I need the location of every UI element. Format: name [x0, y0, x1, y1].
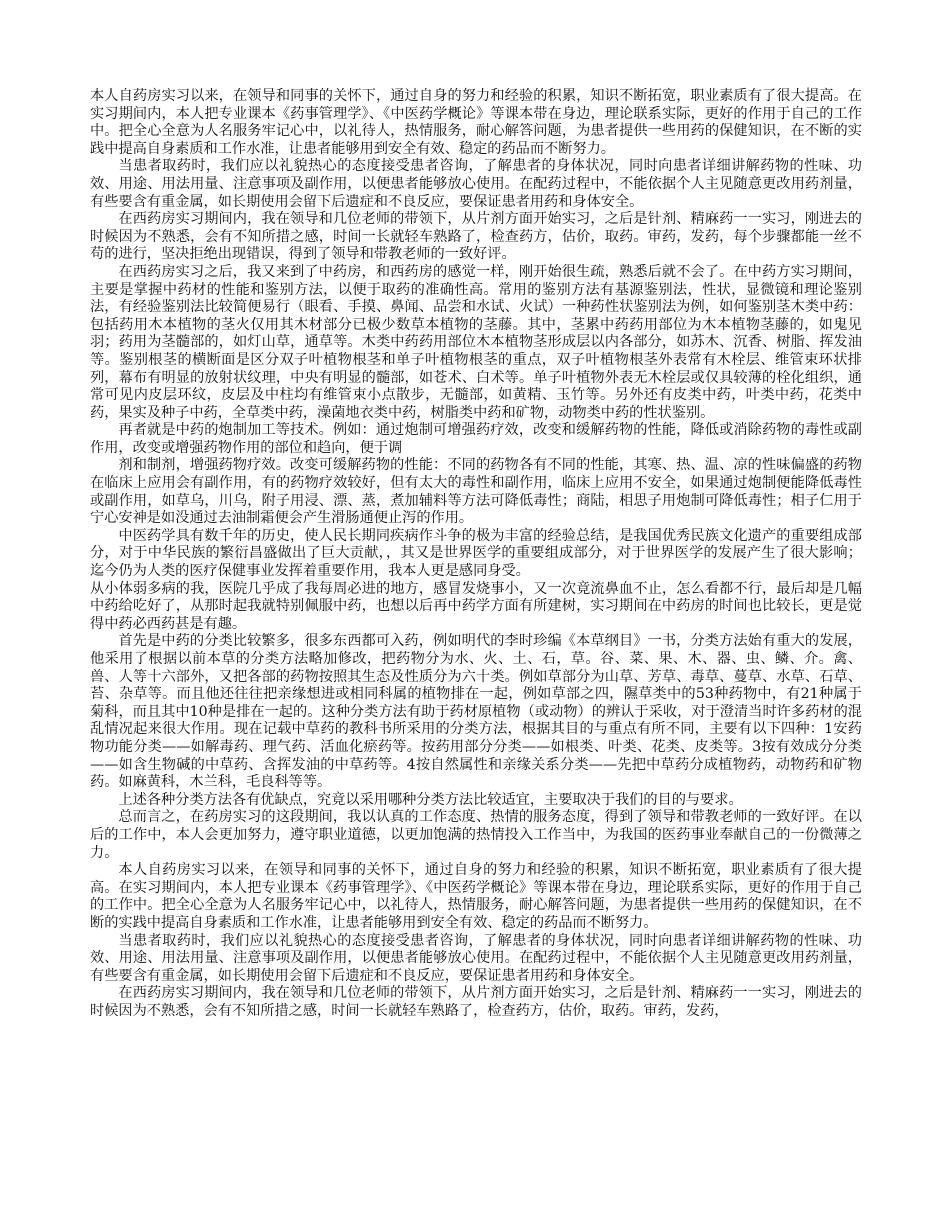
paragraph-personal-experience: 从小体弱多病的我，医院几乎成了我每周必进的地方，感冒发烧事小，又一次竟流鼻血不止，怎么看都不行，最后却是几幅中药给吃好了，从那时起我就特别佩服中药，也想以后再中药学方面有所建树，实习期间在中药房的时间也比较长，更是觉得中药必西药甚是有趣。: [90, 580, 862, 632]
paragraph-classification-summary: 上述各种分类方法各有优缺点，究竟以采用哪种分类方法比较适宜，主要取决于我们的目的与要求。: [118, 791, 743, 808]
paragraph-western-pharmacy: 在西药房实习期间内，我在领导和几位老师的带领下，从片剂方面开始实习，之后是针剂、精麻药一一实习，刚进去的时候因为不熟悉，会有不知所措之感，时间一长就轻车熟路了，检查药方，估价，取药。审药，发药，每个步骤都能一丝不苟的进行，坚决拒绝出现错误，得到了领导和带教老师的一致好评。: [90, 211, 862, 263]
paragraph-processing-techniques: 再者就是中药的炮制加工等技术。例如：通过炮制可增强药疗效，改变和缓解药物的性能，降低或消除药物的毒性或副作用，改变或增强药物作用的部位和趋向，便于调: [90, 422, 862, 456]
paragraph-conclusion: 总而言之，在药房实习的这段期间，我以认真的工作态度、热情的服务态度，得到了领导和带教老师的一致好评。在以后的工作中，本人会更加努力，遵守职业道德，以更加饱满的热情投入工作当中，为我国的医药事业奉献自己的一份微薄之力。: [90, 809, 862, 861]
paragraph-tcm-history: 中医药学具有数千年的历史，使人民长期同疾病作斗争的极为丰富的经验总结，是我国优秀民族文化遗产的重要组成部分，对于中华民族的繁衍昌盛做出了巨大贡献，，其又是世界医学的重要组成部分，对于世界医学的发展产生了很大影响；迄今仍为人类的医疗保健事业发挥着重要作用，我本人更是感同身受。: [90, 527, 862, 580]
paragraph-classification: 首先是中药的分类比较繁多，很多东西都可入药，例如明代的李时珍编《本草纲目》一书，分类方法始有重大的发展，他采用了根据以前本草的分类方法略加修改，把药物分为水、火、土、石，草。谷、菜、果、木、器、虫、鳞、介。禽、兽、人等十六部外，又把各部的药物按照其生态及性质分为六十类。例如草部分为山草、芳草、毒草、蔓草、水草、石草、苔、杂草等。而且他还往往把亲缘想进或相同科属的植物排在一起，例如草部之四，隰草类中的53种药物中，有21种属于菊科，而且其中10种是排在一起的。这种分类方法有助于药材原植物（或动物）的辨认于采收，对于澄清当时许多药材的混乱情况起来很大作用。现在记载中草药的教科书所采用的分类方法，根据其目的与重点有所不同，主要有以下四种：1安药物功能分类——如解毒药、理气药、活血化瘀药等。按药用部分分类——如根类、叶类、花类、皮类等。3按有效成分分类——如含生物碱的中草药、含挥发油的中草药等。4按自然属性和亲缘关系分类——先把中草药分成植物药，动物药和矿物药。如麻黄科，木兰科，毛良科等等。: [90, 633, 862, 791]
paragraph-processing-continued: 剂和制剂，增强药物疗效。改变可缓解药物的性能：不同的药物各有不同的性能，其寒、热、温、凉的性味偏盛的药物在临床上应用会有副作用，有的药物疗效较好，但有太大的毒性和副作用，临床上应用不安全，如果通过炮制便能降低毒性或副作用，如草乌，川乌，附子用浸、漂、蒸，煮加辅料等方法可降低毒性；商陆，相思子用炮制可降低毒性；相子仁用于宁心安神是如没通过去油制霜便会产生滑肠通便止泻的作用。: [90, 457, 862, 527]
paragraph-intro: 本人自药房实习以来，在领导和同事的关怀下，通过自身的努力和经验的积累，知识不断拓宽，职业素质有了很大提高。在实习期间内，本人把专业课本《药事管理学》、《中医药学概论》等课本带在身边，理论联系实际，更好的作用于自己的工作中。把全心全意为人名服务牢记心中，以礼待人，热情服务，耐心解答问题，为患者提供一些用药的保健知识，在不断的实践中提高自身素质和工作水准，让患者能够用到安全有效、稳定的药品而不断努力。: [90, 88, 862, 157]
paragraph-intro-repeat: 本人自药房实习以来，在领导和同事的关怀下，通过自身的努力和经验的积累，知识不断拓宽，职业素质有了很大提高。在实习期间内，本人把专业课本《药事管理学》、《中医药学概论》等课本带在身边，理论联系实际，更好的作用于自己的工作中。把全心全意为人名服务牢记心中，以礼待人，热情服务，耐心解答问题，为患者提供一些用药的保健知识，在不断的实践中提高自身素质和工作水准，让患者能够用到安全有效、稳定的药品而不断努力。: [90, 862, 862, 931]
paragraph-chinese-pharmacy: 在西药房实习之后，我又来到了中药房，和西药房的感觉一样，刚开始很生疏，熟悉后就不会了。在中药方实习期间，主要是掌握中药材的性能和鉴别方法，以便于取药的准确性高。常用的鉴别方法有基源鉴别法，性状，显微镜和理论鉴别法，有经验鉴别法比较简便易行（眼看、手摸、鼻闻、品尝和水试、火试）一种药性状鉴别法为例，如何鉴别茎木类中药：包括药用木本植物的茎火仅用其木材部分已极少数草本植物的茎藤。其中，茎累中药药用部位为木本植物茎藤的，如鬼见羽；药用为茎髓部的，如灯山草，通草等。木类中药药用部位木本植物茎形成层以内各部分，如苏木、沉香、树脂、挥发油等。鉴别根茎的横断面是区分双子叶植物根茎和单子叶植物根茎的重点，双子叶植物根茎外表常有木栓层、维管束环状排列，幕布有明显的放射状纹理，中央有明显的髓部，如苍术、白术等。单子叶植物外表无木栓层或仅具较薄的栓化组织，通常可见内皮层环纹，皮层及中柱均有维管束小点散步，无髓部，如黄精、玉竹等。另外还有皮类中药，叶类中药，花类中药，果实及种子中药，全草类中药，澡菌地衣类中药，树脂类中药和矿物，动物类中药的性状鉴别。: [90, 263, 862, 421]
paragraph-patient-consultation: 当患者取药时，我们应以礼貌热心的态度接受患者咨询，了解患者的身体状况，同时向患者详细讲解药物的性味、功效、用途、用法用量、注意事项及副作用，以便患者能够放心使用。在配药过程中，不能依据个人主见随意更改用药剂量，有些要含有重金属，如长期使用会留下后遗症和不良反应，要保证患者用药和身体安全。: [90, 158, 862, 210]
document-body: [90, 88, 862, 1020]
paragraph-western-pharmacy-repeat: 在西药房实习期间内，我在领导和几位老师的带领下，从片剂方面开始实习，之后是针剂、精麻药一一实习，刚进去的时候因为不熟悉，会有不知所措之感，时间一长就轻车熟路了，检查药方，估价，取药。审药，发药，: [90, 985, 862, 1019]
paragraph-patient-consultation-repeat: 当患者取药时，我们应以礼貌热心的态度接受患者咨询，了解患者的身体状况，同时向患者详细讲解药物的性味、功效、用途、用法用量、注意事项及副作用，以便患者能够放心使用。在配药过程中，不能依据个人主见随意更改用药剂量，有些要含有重金属，如长期使用会留下后遗症和不良反应，要保证患者用药和身体安全。: [90, 932, 862, 984]
